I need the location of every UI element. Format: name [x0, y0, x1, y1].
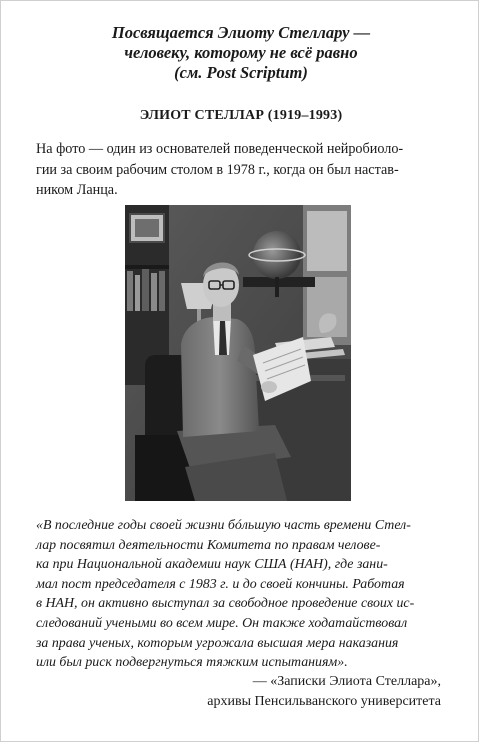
portrait-photo: [125, 205, 351, 501]
quote-line-4: мал пост председателя с 1983 г. и до своей кончины. Работая: [36, 576, 405, 592]
quote-line-2: лар посвятил деятельности Комитета по правам челове-: [36, 537, 381, 553]
dedication-line-3: (см. Post Scriptum): [174, 63, 308, 82]
attribution-line-2: архивы Пенсильванского университета: [207, 693, 441, 709]
quote-block: [36, 516, 448, 673]
quote-line-1: «В последние годы своей жизни бóльшую часть времени Стел-: [36, 518, 411, 533]
caption-line-2: гии за своим рабочим столом в 1978 г., когда он был настав-: [36, 161, 399, 178]
quote-line-3: ка при Национальной академии наук США (НАН), где зани-: [36, 557, 388, 573]
quote-line-7: за права ученых, которым угрожала высшая мера наказания: [36, 635, 399, 651]
quote-line-6: следований учеными во всем мире. Он также ходатайствовал: [36, 615, 408, 631]
quote-attribution: [207, 672, 441, 711]
dedication: [41, 23, 441, 83]
attribution-line-1: — «Записки Элиота Стеллара»,: [252, 674, 441, 689]
section-heading: ЭЛИОТ СТЕЛЛАР (1919–1993): [139, 108, 343, 123]
quote-line-8: или был риск подвергнуться тяжким испытаниям».: [36, 655, 348, 671]
photo-caption: [36, 139, 448, 201]
caption-line-1: На фото — один из основателей поведенческой нейробиоло-: [36, 141, 404, 157]
dedication-line-2: человеку, которому не всё равно: [124, 43, 358, 62]
caption-line-3: ником Ланца.: [36, 182, 118, 198]
dedication-line-1: Посвящается Элиоту Стеллару —: [111, 23, 371, 42]
quote-line-5: в НАН, он активно выступал за свободное проведение своих ис-: [36, 596, 415, 612]
